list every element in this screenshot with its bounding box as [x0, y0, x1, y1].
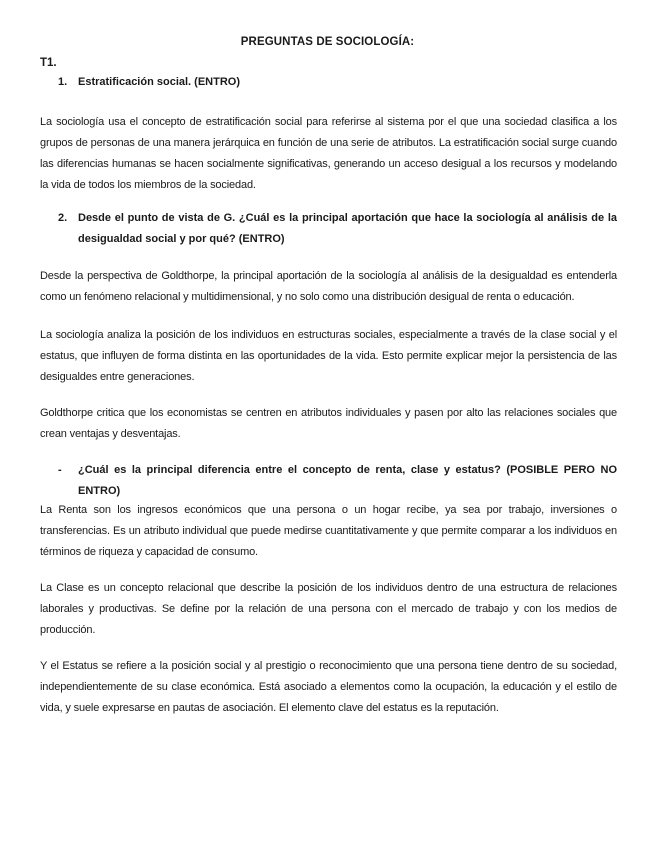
question-2-number: 2.: [58, 212, 68, 224]
question-1-text: Estratificación social. (ENTRO): [78, 76, 240, 88]
paragraph-1: La sociología usa el concepto de estratificación social para referirse al sistema por el que una sociedad clasifica a los grupos de personas de una manera jerárquica en función de una serie de atributos. La estratificación social surge cuando las diferencias humanas se hacen socialmente significativas, generando un acceso desigual a los recursos y modelando la vida de todos los miembros de la sociedad.: [40, 116, 617, 191]
paragraph-6: La Clase es un concepto relacional que describe la posición de los individuos dentro de una estructura de relaciones laborales y productivas. Se define por la relación de una persona con el mercado de trabajo y con los medios de producción.: [40, 582, 617, 636]
paragraph-4: Goldthorpe critica que los economistas se centren en atributos individuales y pasen por alto las relaciones sociales que crean ventajas y desventajas.: [40, 407, 617, 440]
question-1: [40, 72, 617, 93]
section-label: T1.: [40, 57, 57, 69]
page-title: PREGUNTAS DE SOCIOLOGÍA:: [240, 36, 415, 48]
paragraph-2: Desde la perspectiva de Goldthorpe, la principal aportación de la sociología al análisis de la desigualdad es entenderla como un fenómeno relacional y multidimensional, y no solo como una distribución desigual de renta o educación.: [40, 270, 617, 303]
question-3-text: ¿Cuál es la principal diferencia entre el concepto de renta, clase y estatus? (POSIBLE PERO NO ENTRO): [78, 464, 617, 497]
question-2: [40, 208, 617, 250]
question-3-bullet: -: [58, 464, 62, 476]
question-1-number: 1.: [58, 76, 68, 88]
paragraph-7: Y el Estatus se refiere a la posición social y al prestigio o reconocimiento que una persona tiene dentro de su sociedad, independientemente de su clase económica. Está asociado a elementos como la ocupación, la educación y el estilo de vida, y suele expresarse en pautas de asociación. El elemento clave del estatus es la reputación.: [40, 660, 617, 714]
paragraph-3: La sociología analiza la posición de los individuos en estructuras sociales, especialmente a través de la clase social y el estatus, que influyen de forma distinta en las oportunidades de la vida. Esto permite explicar mejor la persistencia de las desigualdes entre generaciones.: [40, 329, 617, 383]
question-3: [40, 460, 617, 502]
question-2-text: Desde el punto de vista de G. ¿Cuál es la principal aportación que hace la sociología al análisis de la desigualdad social y por qué? (ENTRO): [78, 212, 617, 245]
paragraph-5: La Renta son los ingresos económicos que una persona o un hogar recibe, ya sea por trabajo, inversiones o transferencias. Es un atributo individual que puede medirse cuantitativamente y que permite comparar a los individuos en términos de riqueza y capacidad de consumo.: [40, 504, 617, 558]
